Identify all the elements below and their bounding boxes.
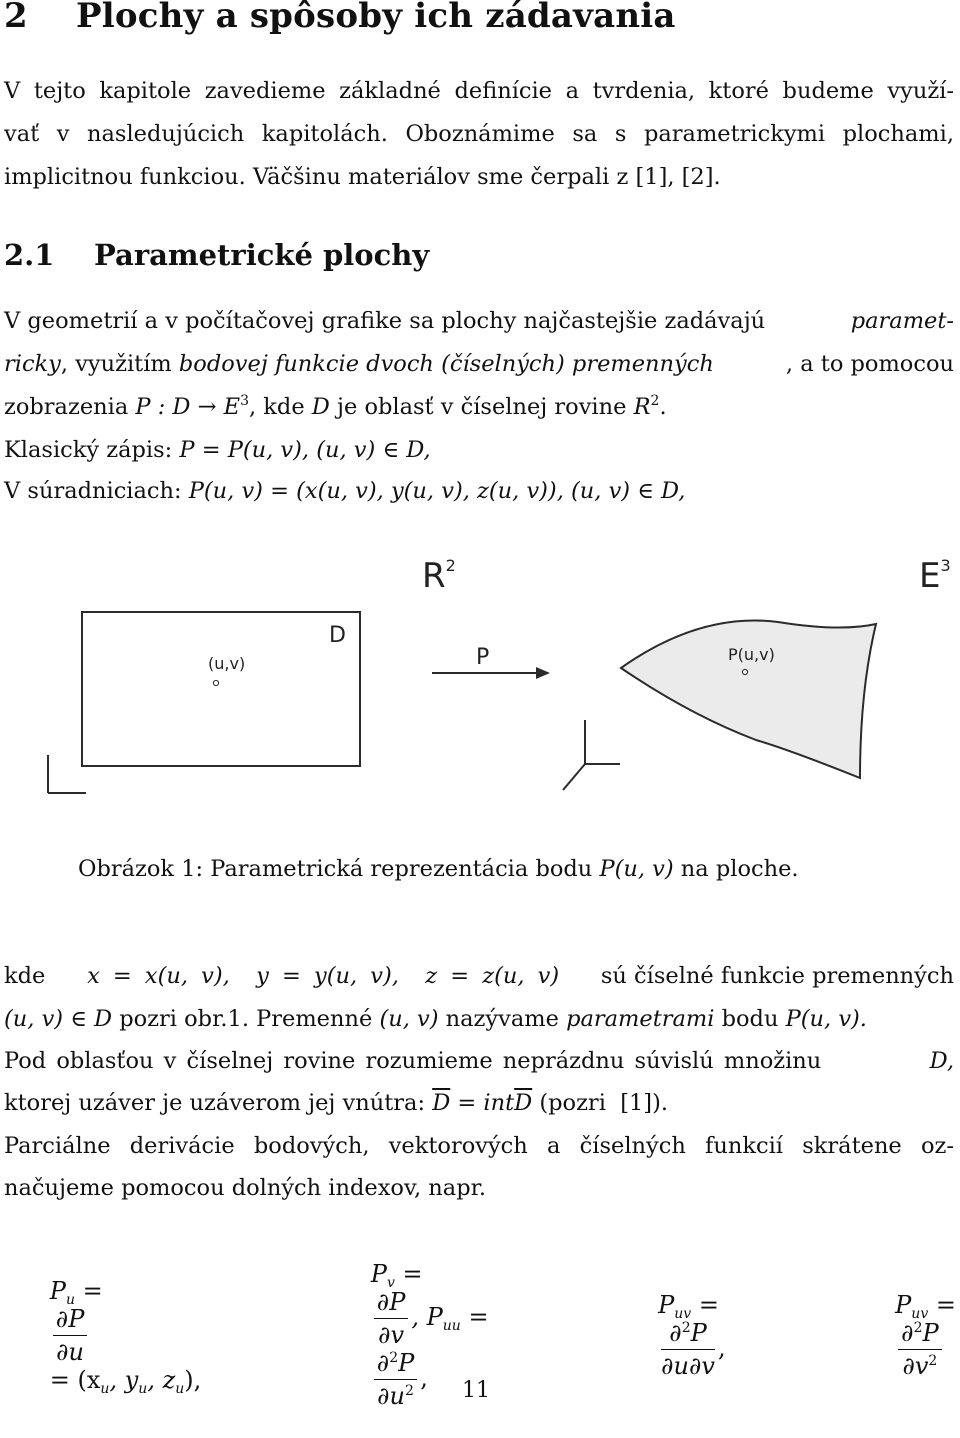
section-number: 2: [4, 0, 28, 36]
math-sup: 3: [240, 393, 249, 409]
formula-pvv: [849, 1263, 956, 1408]
f-rhs: , z: [147, 1365, 176, 1394]
para2-text: ktorej uzáver je uzáverom jej vnútra:: [4, 1090, 433, 1116]
f-eq: =: [698, 1290, 719, 1319]
math-int: int: [483, 1090, 515, 1116]
frac-pvv: [898, 1319, 942, 1380]
para1-line-1: [4, 308, 954, 334]
para1-italic: bodovej funkcie dvoch (číselných) premenných: [178, 351, 714, 377]
f-num: P: [922, 1318, 939, 1347]
f-sub: v: [386, 1275, 395, 1291]
f-num: ∂: [669, 1318, 682, 1347]
label-R-text: R: [422, 556, 446, 596]
para1-text: je oblasť v číselnej rovine: [329, 394, 634, 420]
f-den: ∂u∂v: [661, 1351, 715, 1380]
f-num: P: [690, 1318, 707, 1347]
para1-text: V geometrií a v počítačovej grafike sa plochy najčastejšie zadávajú: [4, 308, 766, 334]
math-D-interior: $\overline{D}$: [514, 1090, 533, 1116]
label-uv: (u,v): [208, 654, 246, 673]
f-sym: P: [658, 1290, 675, 1319]
math-D: D: [311, 394, 330, 420]
para2-line-2: [4, 1006, 954, 1032]
subsection-number: 2.1: [4, 238, 55, 272]
math-uv-in-D: (u, v) ∈ D: [4, 1006, 113, 1032]
math-eq: =: [450, 1090, 484, 1116]
math-D-closure: $\overline{D}$: [432, 1090, 451, 1116]
para2-italic: parametrami: [566, 1006, 715, 1032]
f-comma: ,: [420, 1364, 428, 1392]
f-eq: =: [82, 1276, 103, 1305]
math-mapping: P : D → E: [135, 394, 241, 420]
f-sym: P: [895, 1290, 912, 1319]
label-D: D: [329, 623, 346, 648]
para2-text: nazývame: [438, 1006, 567, 1032]
math-xyz: x = x(u, v), y = y(u, v), z = z(u, v): [87, 963, 560, 989]
domain-rectangle: [82, 612, 360, 766]
axis-3d-depth: [563, 764, 585, 790]
f-den: ∂u: [56, 1337, 84, 1366]
subsection-title: Parametrické plochy: [94, 238, 430, 272]
f-sup: 2: [681, 1319, 691, 1336]
section-heading: [4, 0, 676, 36]
para1-text: zobrazenia: [4, 394, 136, 420]
f-eq: =: [402, 1260, 423, 1288]
para2-line-3: [4, 1048, 954, 1074]
f-sub: uv: [674, 1305, 692, 1322]
para1-text: Klasický zápis:: [4, 437, 180, 463]
label-R2: [422, 556, 456, 596]
para1-text: , využitím: [60, 351, 179, 377]
f-sub: u: [65, 1291, 75, 1308]
math-coordinates: P(u, v) = (x(u, v), y(u, v), z(u, v)), (u, v) ∈ D,: [188, 478, 686, 504]
math-D: D,: [929, 1048, 954, 1074]
f-den: ∂v: [902, 1351, 929, 1380]
math-sup: 2: [650, 393, 660, 409]
para1-line-5: [4, 478, 954, 504]
f-sym: P: [370, 1260, 387, 1288]
f-rhs: , y: [109, 1365, 139, 1394]
caption-math: P(u, v): [599, 856, 674, 882]
f-sup: 2: [405, 1383, 414, 1399]
f-num: ∂P: [55, 1304, 85, 1333]
caption-text: na ploche.: [673, 856, 799, 882]
f-num: ∂: [376, 1349, 390, 1377]
figure-parametric-surface: [0, 540, 960, 840]
para1-line-3: [4, 394, 954, 420]
f-sub: uu: [442, 1318, 461, 1334]
f-eq: =: [468, 1303, 489, 1331]
f-rhs: ),: [184, 1365, 202, 1394]
mapping-arrow-head: [536, 667, 550, 679]
para1-text: .: [659, 394, 667, 420]
label-P: P: [476, 645, 490, 670]
para1-italic: ricky: [4, 351, 61, 377]
f-sup: 2: [928, 1352, 938, 1369]
para2-text: sú číselné funkcie premenných: [593, 963, 954, 989]
label-E-sup: 3: [940, 556, 951, 575]
f-num: ∂P: [376, 1288, 406, 1316]
f-sub: u: [138, 1380, 148, 1397]
f-sub: uv: [911, 1305, 929, 1322]
frac-pu: [53, 1305, 88, 1366]
math-uv: (u, v): [379, 1006, 439, 1032]
f-den: ∂u: [377, 1382, 406, 1410]
formula-puv: [612, 1263, 725, 1408]
f-den: ∂v: [378, 1321, 405, 1349]
f-comma: ,: [717, 1333, 726, 1362]
derivative-formulas: [4, 1232, 956, 1438]
para1-italic: paramet-: [850, 308, 954, 334]
label-E-text: E: [919, 556, 941, 596]
f-rhs: = (x: [49, 1365, 101, 1394]
f-eq: =: [935, 1290, 956, 1319]
para2-text: (pozri [1]).: [532, 1090, 668, 1116]
para2-line-5: Parciálne derivácie bodových, vektorových a číselných funkcií skrátene oz-: [4, 1133, 954, 1159]
frac-puu: [374, 1349, 418, 1410]
para2-text: pozri obr.1. Premenné: [112, 1006, 380, 1032]
page-number: 11: [462, 1378, 490, 1403]
intro-line-2: vať v nasledujúcich kapitolách. Oboznámime sa s parametrickymi plochami,: [4, 121, 954, 147]
label-E3: [919, 556, 951, 596]
para2-line-1: [4, 963, 954, 989]
para2-text: Pod oblasťou v číselnej rovine rozumieme neprázdnu súvislú množinu: [4, 1048, 832, 1074]
frac-pv: [374, 1288, 409, 1349]
intro-line-1: V tejto kapitole zavedieme základné definície a tvrdenia, ktoré budeme využí-: [4, 78, 954, 104]
para1-text: , kde: [248, 394, 312, 420]
math-classic: P = P(u, v), (u, v) ∈ D,: [179, 437, 431, 463]
math-R: R: [633, 394, 651, 420]
caption-text: Obrázok 1: Parametrická reprezentácia bodu: [78, 856, 600, 882]
label-R-sup: 2: [445, 556, 456, 575]
section-title: Plochy a spôsoby ich zádavania: [76, 0, 676, 36]
para2-line-4: [4, 1090, 954, 1116]
f-sub: u: [100, 1380, 110, 1397]
para2-line-6: načujeme pomocou dolných indexov, napr.: [4, 1175, 487, 1201]
f-sup: 2: [389, 1350, 399, 1366]
math-Puv: P(u, v).: [785, 1006, 867, 1032]
formula-pv-puu: [325, 1232, 489, 1438]
formula-pu: [4, 1249, 201, 1422]
f-sub: u: [175, 1380, 185, 1397]
para2-text: bodu: [714, 1006, 786, 1032]
para1-line-2: [4, 351, 954, 377]
subsection-heading: [4, 238, 429, 272]
f-num: ∂: [901, 1318, 914, 1347]
figure-caption: [78, 856, 799, 882]
f-sym: P: [49, 1276, 66, 1305]
f-sym: , P: [411, 1303, 443, 1331]
label-Puv: P(u,v): [728, 645, 775, 664]
frac-puv: [661, 1319, 715, 1380]
para1-text: , a to pomocou: [785, 351, 954, 377]
f-num: P: [398, 1349, 415, 1377]
para2-text: kde: [4, 963, 53, 989]
para1-line-4: [4, 437, 954, 463]
intro-line-3: implicitnou funkciou. Väčšinu materiálov sme čerpali z [1], [2].: [4, 164, 721, 190]
f-sup: 2: [913, 1319, 923, 1336]
para1-text: V súradniciach:: [4, 478, 189, 504]
